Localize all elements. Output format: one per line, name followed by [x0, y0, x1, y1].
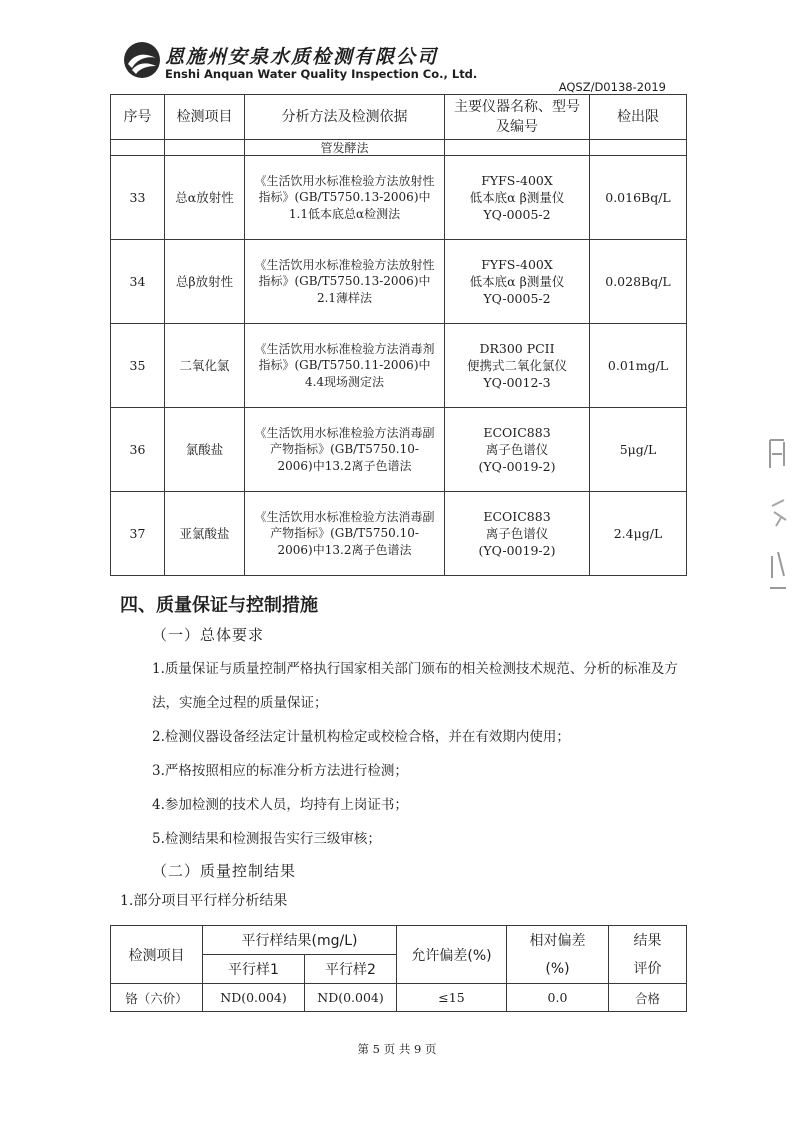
qc-header-item: 检测项目	[111, 926, 203, 984]
row-limit: 5μg/L	[590, 408, 687, 492]
row-method-text: 《生活饮用水标准检验方法消毒剂指标》(GB/T5750.11-2006)中4.4现场测定法	[254, 341, 435, 389]
paragraph-1	[120, 652, 690, 720]
row-no: 33	[111, 156, 165, 240]
row-limit: 2.4μg/L	[590, 492, 687, 576]
cell-empty	[445, 140, 590, 156]
row-item: 氯酸盐	[165, 408, 245, 492]
document-code: AQSZ/D0138-2019	[558, 80, 666, 94]
instrument-model: ECOIC883	[483, 509, 551, 524]
subsection-general-requirements: （一）总体要求	[152, 626, 265, 644]
page-number: 第 5 页 共 9 页	[357, 1042, 437, 1056]
instrument-model: FYFS-400X	[481, 173, 553, 188]
cell-empty	[111, 140, 165, 156]
paragraph-3	[120, 754, 690, 788]
qc-header-relative-top: 相对偏差	[529, 932, 586, 949]
instrument-name: 离子色谱仪	[485, 526, 549, 541]
section-title: 四、质量保证与控制措施	[120, 595, 318, 616]
company-name-en: Enshi Anquan Water Quality Inspection Co., Ltd.	[165, 67, 478, 81]
row-method-text: 《生活饮用水标准检验方法放射性指标》(GB/T5750.13-2006)中1.1低本底总α检测法	[254, 173, 435, 221]
qc-header-relative-bottom: (%)	[545, 960, 570, 977]
header-instrument	[445, 95, 590, 140]
company-name-cn: 恩施州安泉水质检测有限公司	[165, 46, 439, 68]
instrument-id: YQ-0005-2	[483, 291, 551, 306]
row-item: 亚氯酸盐	[165, 492, 245, 576]
table-row	[111, 492, 687, 576]
row-instrument	[445, 156, 590, 240]
qc-header-p1: 平行样1	[203, 955, 305, 984]
paragraph-3-text: 3.严格按照相应的标准分析方法进行检测；	[152, 763, 408, 779]
header-instrument-label: 主要仪器名称、型号及编号	[454, 99, 580, 135]
paragraph-1-text: 1.质量保证与质量控制严格执行国家相关部门颁布的相关检测技术规范、分析的标准及方法，实施全过程的质量保证；	[152, 661, 678, 711]
row-item: 总α放射性	[165, 156, 245, 240]
qc-header-result	[609, 926, 687, 984]
qc-header-row-1	[111, 926, 687, 955]
row-instrument	[445, 408, 590, 492]
qc-header-parallel: 平行样结果(mg/L)	[203, 926, 397, 955]
header-no: 序号	[111, 95, 165, 140]
qc-header-p2: 平行样2	[305, 955, 397, 984]
instrument-id: YQ-0012-3	[483, 375, 551, 390]
qc-allowed: ≤15	[397, 984, 507, 1012]
header-limit: 检出限	[590, 95, 687, 140]
row-method	[245, 324, 445, 408]
binding-marks-decoration	[762, 428, 792, 598]
row-limit: 0.016Bq/L	[590, 156, 687, 240]
table-row	[111, 408, 687, 492]
paragraph-2	[120, 720, 690, 754]
paragraph-5	[120, 822, 690, 856]
table-row	[111, 324, 687, 408]
row-limit: 0.028Bq/L	[590, 240, 687, 324]
table-row	[111, 984, 687, 1012]
table-row-continuation	[111, 140, 687, 156]
row-no: 36	[111, 408, 165, 492]
row-method	[245, 156, 445, 240]
qc-p2: ND(0.004)	[305, 984, 397, 1012]
cell-empty	[590, 140, 687, 156]
row-no: 35	[111, 324, 165, 408]
row-no: 34	[111, 240, 165, 324]
company-logo	[122, 40, 162, 80]
method-table	[110, 94, 687, 576]
paragraph-2-text: 2.检测仪器设备经法定计量机构检定或校检合格，并在有效期内使用；	[152, 729, 570, 745]
row-method	[245, 492, 445, 576]
instrument-model: ECOIC883	[483, 425, 551, 440]
qc-relative: 0.0	[507, 984, 609, 1012]
paragraph-5-text: 5.检测结果和检测报告实行三级审核；	[152, 831, 381, 847]
qc-header-allowed: 允许偏差(%)	[397, 926, 507, 984]
continuation-text: 管发酵法	[245, 140, 445, 156]
row-method-text: 《生活饮用水标准检验方法消毒副产物指标》(GB/T5750.10-2006)中13.2离子色谱法	[254, 509, 435, 557]
header-method: 分析方法及检测依据	[245, 95, 445, 140]
cell-empty	[165, 140, 245, 156]
row-no: 37	[111, 492, 165, 576]
row-method-text: 《生活饮用水标准检验方法消毒副产物指标》(GB/T5750.10-2006)中13.2离子色谱法	[254, 425, 435, 473]
table-row	[111, 240, 687, 324]
instrument-id: YQ-0005-2	[483, 207, 551, 222]
instrument-id: (YQ-0019-2)	[478, 459, 556, 474]
header-item: 检测项目	[165, 95, 245, 140]
row-item: 总β放射性	[165, 240, 245, 324]
parallel-sample-table	[110, 925, 687, 1012]
row-limit: 0.01mg/L	[590, 324, 687, 408]
instrument-name: 离子色谱仪	[485, 442, 549, 457]
qc-p1: ND(0.004)	[203, 984, 305, 1012]
instrument-name: 低本底α β测量仪	[469, 190, 565, 205]
qc-header-result-top: 结果	[633, 932, 662, 949]
row-method-text: 《生活饮用水标准检验方法放射性指标》(GB/T5750.13-2006)中2.1薄样法	[254, 257, 435, 305]
qc-item: 铬（六价）	[111, 984, 203, 1012]
instrument-id: (YQ-0019-2)	[478, 543, 556, 558]
instrument-model: DR300 PCII	[479, 341, 555, 356]
row-instrument	[445, 492, 590, 576]
table-header-row	[111, 95, 687, 140]
qc-header-result-bottom: 评价	[633, 960, 662, 977]
paragraph-4	[120, 788, 690, 822]
instrument-name: 便携式二氧化氯仪	[466, 358, 567, 373]
table-row	[111, 156, 687, 240]
parallel-sample-title: 1.部分项目平行样分析结果	[120, 893, 288, 909]
subsection-qc-results: （二）质量控制结果	[152, 862, 297, 880]
row-instrument	[445, 240, 590, 324]
row-method	[245, 408, 445, 492]
row-method	[245, 240, 445, 324]
instrument-model: FYFS-400X	[481, 257, 553, 272]
qc-header-relative	[507, 926, 609, 984]
row-item: 二氧化氯	[165, 324, 245, 408]
paragraph-4-text: 4.参加检测的技术人员，均持有上岗证书；	[152, 797, 408, 813]
instrument-name: 低本底α β测量仪	[469, 274, 565, 289]
row-instrument	[445, 324, 590, 408]
qc-result: 合格	[609, 984, 687, 1012]
